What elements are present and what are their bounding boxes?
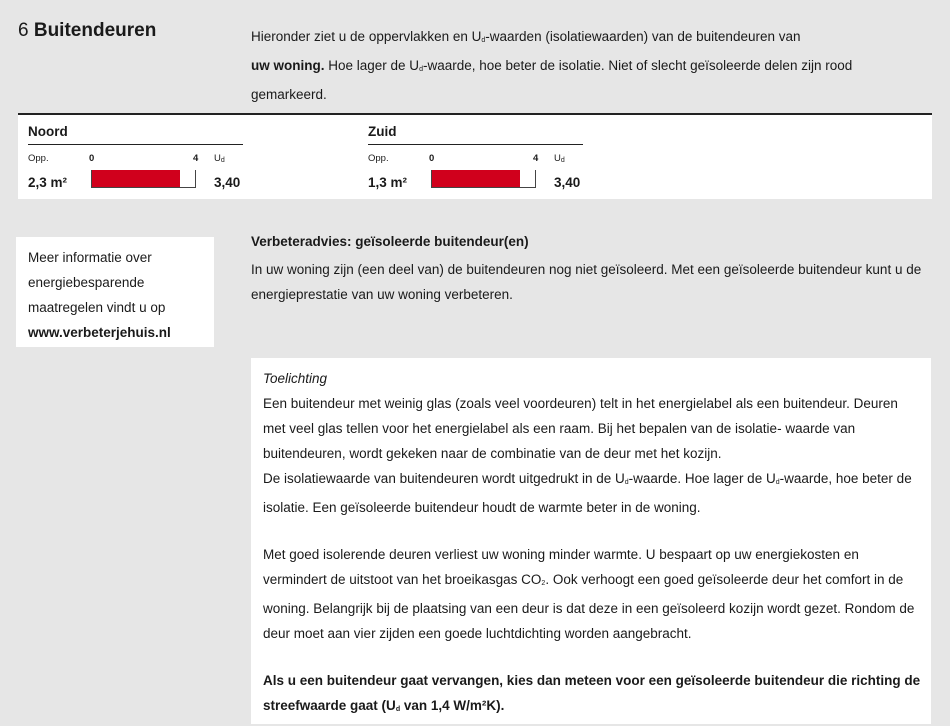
ud-label: $U_d$ <box>214 153 225 164</box>
ud-bar-fill <box>92 170 180 187</box>
divider <box>28 144 243 145</box>
explanation-paragraph: Een buitendeur met weinig glas (zoals veel voordeuren) telt in het energielabel als een buitendeur. Deuren met veel glas tellen voor het energielabel als een raam. Bij het bepalen van de isolatie- waarde van buitendeuren, wordt gekeken naar de combinatie van de deur met het kozijn. <box>263 396 898 461</box>
explanation-paragraph: Met goed isolerende deuren verliest uw woning minder warmte. U bespaart op uw energiekosten en vermindert de uitstoot van het broeikasgas $CO_2$. Ook verhoogt een goed geïsoleerde deur het comfort in de woning. Belangrijk bij de plaatsing van een deur is dat deze in een geïsoleerd kozijn wordt gezet. Rondom de deur moet aan vier zijden een goede luchtdichting worden aangebracht. <box>263 547 915 641</box>
ud-bar <box>431 170 536 188</box>
intro-part: -waarde, hoe beter de isolatie. Niet of slecht geïsoleerde delen zijn rood gemarkeerd. <box>251 58 853 102</box>
ud-value: 3,40 <box>214 175 241 190</box>
opp-label: Opp. <box>368 153 389 164</box>
door-direction: Zuid <box>368 124 397 139</box>
explanation-conclusion: Als u een buitendeur gaat vervangen, kies dan meteen voor een geïsoleerde buitendeur die richting de streefwaarde gaat ($U_d$ van 1,4 W/m²K). <box>263 673 921 713</box>
intro-part: -waarden (isolatiewaarden) van de buitendeuren van <box>485 29 801 44</box>
intro-part: Hoe lager de U <box>324 58 420 73</box>
divider <box>368 144 583 145</box>
explanation-box <box>251 358 931 724</box>
advice-title: Verbeteradvies: geïsoleerde buitendeur(en) <box>251 234 529 249</box>
scale-max: 4 <box>193 153 199 164</box>
scale-min: 0 <box>429 153 435 164</box>
opp-label: Opp. <box>28 153 49 164</box>
advice-text: In uw woning zijn (een deel van) de buitendeuren nog niet geïsoleerd. Met een geïsoleerde buitendeur kunt u de energieprestatie van uw woning verbeteren. <box>251 262 922 302</box>
ud-value: 3,40 <box>554 175 581 190</box>
door-direction: Noord <box>28 124 68 139</box>
scale-min: 0 <box>89 153 95 164</box>
section-title <box>18 20 156 42</box>
more-info-box <box>16 237 214 347</box>
info-line: Meer informatie over <box>28 250 152 265</box>
intro-part: Hieronder ziet u de oppervlakken en U <box>251 29 482 44</box>
intro-text <box>251 24 931 107</box>
door-area: 2,3 m² <box>28 175 68 190</box>
explanation-caption: Toelichting <box>263 371 328 386</box>
explanation-paragraph: De isolatiewaarde van buitendeuren wordt uitgedrukt in de $U_d$-waarde. Hoe lager de $U_d$-waarde, hoe beter de isolatie. Een geïsoleerde buitendeur houdt de warmte beter in de woning. <box>263 471 912 515</box>
section-name: Buitendeuren <box>33 20 157 41</box>
subscript: d <box>419 66 423 73</box>
ud-bar-fill <box>432 170 520 187</box>
scale-max: 4 <box>533 153 539 164</box>
door-area: 1,3 m² <box>368 175 408 190</box>
website-link[interactable]: www.verbeterjehuis.nl <box>28 325 171 340</box>
info-line: maatregelen vindt u op <box>28 300 166 315</box>
info-line: energiebesparende <box>28 275 145 290</box>
subscript: d <box>481 37 486 44</box>
section-number: 6 <box>18 20 29 41</box>
intro-bold: uw woning. <box>251 58 325 73</box>
ud-bar <box>91 170 196 188</box>
ud-label: $U_d$ <box>554 153 565 164</box>
